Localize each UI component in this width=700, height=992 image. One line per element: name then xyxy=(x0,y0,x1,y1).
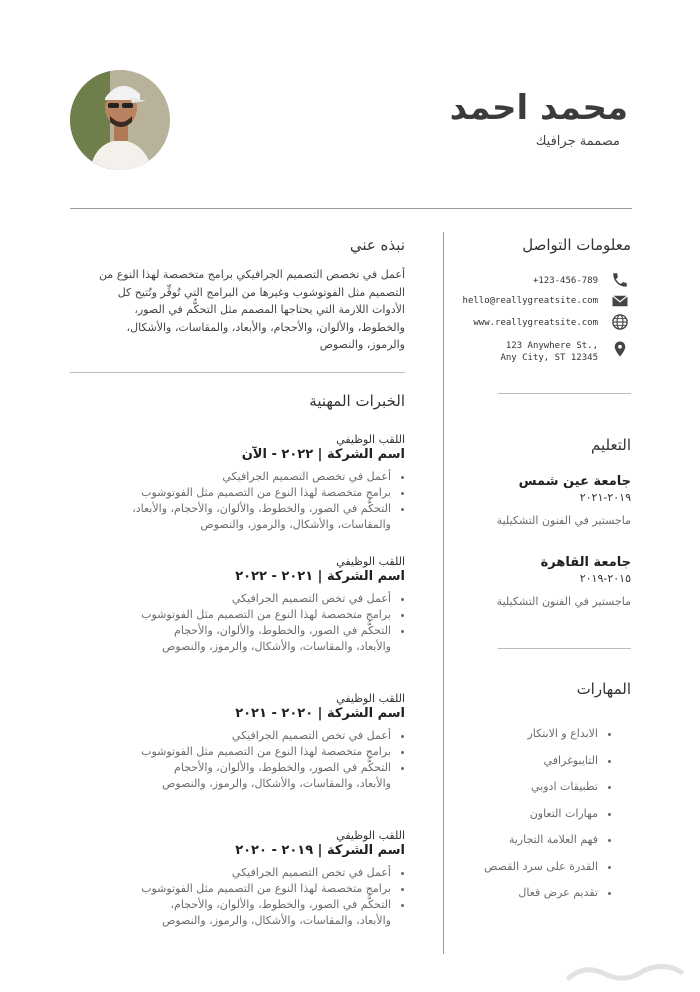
address-line-2: Any City, ST 12345 xyxy=(500,353,598,363)
about-text xyxy=(75,266,405,354)
job-title: مصممة جرافيك xyxy=(535,134,620,149)
skill-item: • تقديم عرض فعال xyxy=(418,880,598,907)
job-bullet: والأبعاد، والمقاسات، والأشكال، والرموز، والنصوص xyxy=(162,640,391,653)
job-bullet: والأبعاد، والمقاسات، والأشكال، والرموز، والنصوص xyxy=(162,777,391,790)
job-label: اللقب الوظيفي xyxy=(336,829,405,842)
contact-email: hello@reallygreatsite.com xyxy=(462,296,598,306)
about-line: الأدوات اللازمة التي يحتاجها المصمم مثل التحكُّم في الصور، xyxy=(134,303,405,316)
job-bullet: • التحكُّم في الصور، والخطوط، والألوان، والأحجام xyxy=(75,760,391,776)
skill-item: • القدرة على سرد القصص xyxy=(418,854,598,881)
education-degree: ماجستير في الفنون التشكيلية xyxy=(496,595,631,608)
job-bullet: • برامج متخصصة لهذا النوع من التصميم مثل الفوتوشوب xyxy=(75,485,391,501)
job-bullet: • برامج متخصصة لهذا النوع من التصميم مثل الفوتوشوب xyxy=(75,744,391,760)
job-bullet: • أعمل في تخصص التصميم الجرافيكي xyxy=(75,469,391,485)
job-bullets xyxy=(75,865,405,929)
job-bullet: • أعمل في تخص التصميم الجرافيكي xyxy=(75,865,391,881)
job-bullets xyxy=(75,469,405,533)
job-entry xyxy=(75,555,405,655)
about-divider xyxy=(70,372,405,373)
job-bullet: والأبعاد، والمقاسات، والأشكال، والرموز، والنصوص xyxy=(162,914,391,927)
about-line: أعمل في تخصص التصميم الجرافيكي برامج متخصصة لهذا النوع من xyxy=(98,268,405,281)
job-bullet: • التحكُّم في الصور، والخطوط، والألوان، والأحجام، والأبعاد، xyxy=(75,501,391,517)
about-line: التصميم مثل الفوتوشوب وغيرها من البرامج التي تُوفِّر وتُتيح كل xyxy=(117,285,405,299)
about-line: والرموز، والنصوص xyxy=(319,338,405,351)
job-label: اللقب الوظيفي xyxy=(336,555,405,568)
job-company: اسم الشركة | ٢٠٢٢ - الآن xyxy=(241,447,405,462)
job-company: اسم الشركة | ٢٠١٩ - ٢٠٢٠ xyxy=(235,843,405,858)
education-years: ٢٠١٩-٢٠٢١ xyxy=(579,491,631,504)
skill-item: • التايبوغرافي xyxy=(418,748,598,775)
job-bullet: • أعمل في تخص التصميم الجرافيكي xyxy=(75,728,391,744)
skills-list xyxy=(418,721,616,907)
about-heading: نبذه عني xyxy=(349,236,405,254)
skill-item: • فهم العلامة التجارية xyxy=(418,827,598,854)
job-entry xyxy=(75,692,405,792)
education-divider xyxy=(498,648,631,649)
education-years: ٢٠١٥-٢٠١٩ xyxy=(579,572,631,585)
person-name: محمد احمد xyxy=(449,88,628,128)
education-item xyxy=(411,474,631,529)
job-label: اللقب الوظيفي xyxy=(336,692,405,705)
about-line: والخطوط، والألوان، والأحجام، والأبعاد، والمقاسات، والأشكال، xyxy=(126,320,405,334)
job-company: اسم الشركة | ٢٠٢٠ - ٢٠٢١ xyxy=(235,706,405,721)
job-entry xyxy=(75,829,405,929)
watermark-logo xyxy=(565,960,685,992)
contact-phone: +123-456-789 xyxy=(532,276,598,286)
phone-icon xyxy=(611,271,629,289)
job-bullet: • برامج متخصصة لهذا النوع من التصميم مثل الفوتوشوب xyxy=(75,881,391,897)
email-icon xyxy=(611,292,629,310)
skill-item: • تطبيقات ادوبي xyxy=(418,774,598,801)
contact-divider xyxy=(498,393,631,394)
globe-icon xyxy=(611,313,629,331)
address-line-1: 123 Anywhere St., xyxy=(505,341,598,351)
contact-website: www.reallygreatsite.com xyxy=(473,318,598,328)
education-school: جامعة عين شمس xyxy=(518,474,631,489)
job-bullets xyxy=(75,728,405,792)
job-bullet: • أعمل في تخص التصميم الجرافيكي xyxy=(75,591,391,607)
header-divider xyxy=(70,208,632,209)
education-item xyxy=(411,555,631,610)
skill-item: • مهارات التعاون xyxy=(418,801,598,828)
experience-heading: الخبرات المهنية xyxy=(309,392,405,410)
skill-item: • الابداع و الابتكار xyxy=(418,721,598,748)
contact-address xyxy=(500,340,598,364)
profile-photo xyxy=(70,70,170,170)
job-bullet: • التحكُّم في الصور، والخطوط، والألوان، والأحجام، xyxy=(75,897,391,913)
skills-heading: المهارات xyxy=(576,680,631,698)
job-entry xyxy=(75,433,405,533)
education-heading: التعليم xyxy=(591,436,631,454)
job-bullet: • برامج متخصصة لهذا النوع من التصميم مثل الفوتوشوب xyxy=(75,607,391,623)
location-pin-icon xyxy=(611,340,629,358)
job-label: اللقب الوظيفي xyxy=(336,433,405,446)
education-school: جامعة القاهرة xyxy=(540,555,631,570)
job-company: اسم الشركة | ٢٠٢١ - ٢٠٢٢ xyxy=(235,569,405,584)
contact-heading: معلومات التواصل xyxy=(522,236,631,254)
education-degree: ماجستير في الفنون التشكيلية xyxy=(496,514,631,527)
job-bullet: والمقاسات، والأشكال، والرموز، والنصوص xyxy=(200,518,391,531)
job-bullets xyxy=(75,591,405,655)
job-bullet: • التحكُّم في الصور، والخطوط، والألوان، والأحجام xyxy=(75,623,391,639)
